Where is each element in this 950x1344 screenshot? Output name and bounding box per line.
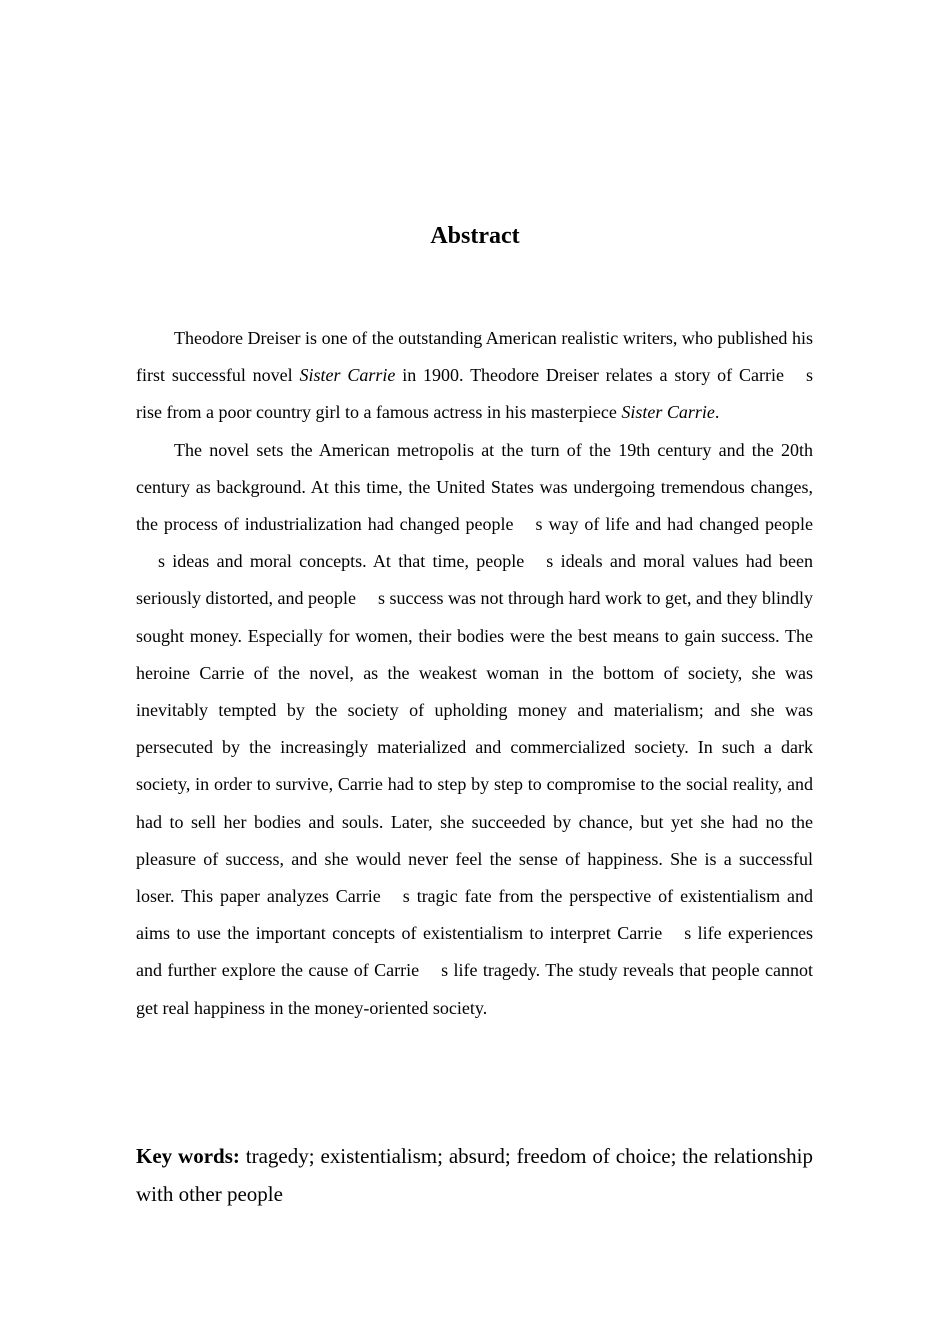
text-span: Theodore Dreiser is one of the outstanding American realistic writers, who published his first successful novel [136,328,813,386]
text-span: s rise from a poor country girl to a famous actress in his masterpiece [136,365,813,423]
text-span: s success was not through hard work to get, and they blindly sought money. Especially for women, their bodies were the best means to gain success. The heroine Carrie of the novel, as the weakest woman in the bottom of society, she was inevitably tempted by the society of upholding money and materialism; and she was persecuted by the increasingly materialized and commercialized society. In such a dark society, in order to survive, Carrie had to step by step to compromise to the social reality, and had to sell her bodies and souls. Later, she succeeded by chance, but yet she had no the pleasure of success, and she would never feel the sense of happiness. She is a successful loser. This paper analyzes Carrie [136,588,813,907]
text-span: in 1900. Theodore Dreiser relates a story of Carrie [395,365,784,386]
page-title: Abstract [430,223,520,249]
novel-title: Sister Carrie [299,365,396,386]
text-span: s life experiences and further explore the cause of Carrie [136,923,814,981]
text-span: s ideas and moral concepts. At that time, people [158,551,525,572]
keywords-text: tragedy; existentialism; absurd; freedom of choice; the relationship with other people [136,1144,813,1206]
text-span: s life tragedy. The study reveals that people cannot get real happiness in the money-oriented society. [136,960,813,1018]
text-span: The novel sets the American metropolis at the turn of the 19th century and the 20th century as background. At this time, the United States was undergoing tremendous changes, the process of industrialization had changed people [136,439,813,535]
text-span: s way of life and had changed people [535,514,813,535]
text-span: . [714,402,720,423]
abstract-paragraph-2 [136,432,813,1027]
keywords-label: Key words: [136,1144,240,1168]
novel-title: Sister Carrie [621,402,715,423]
text-span: s tragic fate from the perspective of existentialism and aims to use the important concepts of existentialism to interpret Carrie [136,886,813,944]
abstract-paragraph-1 [136,320,813,432]
abstract-body [136,320,813,1027]
keywords-line [136,1137,813,1213]
text-span: s ideals and moral values had been seriously distorted, and people [136,551,813,609]
